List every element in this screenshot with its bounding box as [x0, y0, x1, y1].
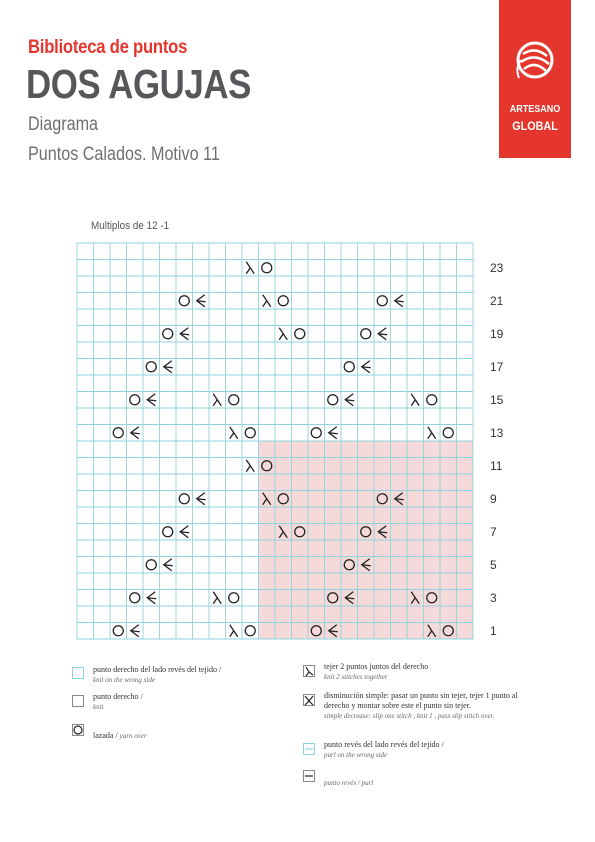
legend-purl: [324, 778, 524, 788]
page-subtitle: Diagrama: [28, 114, 99, 135]
yarn-over-symbol: [427, 395, 437, 405]
k2tog-symbol: [131, 625, 140, 637]
yarn-over-symbol: [163, 329, 173, 339]
yarn-over-symbol: [295, 329, 305, 339]
yarn-over-symbol: [146, 560, 156, 570]
skpo-symbol: [428, 427, 436, 439]
k2tog-symbol: [345, 394, 354, 406]
legend-yo-en: yarn over: [119, 732, 147, 740]
skpo-symbol: [230, 427, 238, 439]
legend-k2tog-es: tejer 2 puntos juntos del derecho: [324, 662, 429, 671]
yarn-over-symbol: [377, 296, 387, 306]
yarn-over-symbol: [130, 593, 140, 603]
legend-swatch-purl: [303, 770, 315, 782]
row-label: 17: [490, 359, 504, 374]
skpo-symbol: [230, 625, 238, 637]
legend-swatch-purl-ws: [303, 743, 315, 755]
legend-swatch-knit: [72, 695, 84, 707]
yarn-over-symbol: [229, 593, 239, 603]
row-label: 15: [490, 392, 504, 407]
library-kicker: Biblioteca de puntos: [28, 37, 188, 58]
skpo-symbol: [263, 295, 271, 307]
legend-knit: [93, 692, 283, 712]
multiples-label: Multiplos de 12 -1: [91, 220, 170, 232]
k2tog-symbol: [197, 493, 206, 505]
k2tog-symbol: [147, 592, 156, 604]
legend-purl-ws-es: punto revés del lado revés del tejido /: [324, 740, 444, 749]
legend-swatch-knit-ws: [72, 667, 84, 679]
yarn-over-symbol: [344, 362, 354, 372]
k2tog-symbol: [378, 328, 387, 340]
row-label: 23: [490, 260, 504, 275]
yarn-over-symbol: [179, 296, 189, 306]
row-label: 19: [490, 326, 504, 341]
yarn-over-symbol: [130, 395, 140, 405]
k2tog-symbol: [180, 526, 189, 538]
yarn-over-symbol: [443, 428, 453, 438]
k2tog-symbol: [395, 295, 404, 307]
legend-knit-ws-es: punto derecho del lado revés del tejido /: [93, 665, 222, 674]
row-label: 9: [490, 491, 497, 506]
yarn-over-symbol: [146, 362, 156, 372]
yarn-over-symbol: [179, 494, 189, 504]
legend-yo-es: lazada /: [93, 731, 118, 740]
brand-name-line1: ARTESANO: [509, 104, 561, 115]
legend-yo: [93, 731, 283, 741]
skpo-symbol: [213, 394, 221, 406]
row-label: 1: [490, 623, 497, 638]
legend-k2tog-en: knit 2 stitches together: [324, 673, 388, 681]
yarn-over-symbol: [163, 527, 173, 537]
legend-knit-ws: [93, 665, 283, 685]
legend-purl-ws-en: purl on the wrong side: [324, 751, 388, 759]
yarn-over-symbol: [245, 626, 255, 636]
k2tog-symbol: [164, 559, 173, 571]
k2tog-symbol: [164, 361, 173, 373]
k2tog-symbol: [362, 361, 371, 373]
row-label: 7: [490, 524, 497, 539]
k2tog-symbol: [147, 394, 156, 406]
legend-swatch-k2tog: [303, 665, 315, 677]
legend-k2tog: [324, 662, 524, 682]
skpo-symbol: [279, 328, 287, 340]
pattern-name: Puntos Calados. Motivo 11: [28, 144, 220, 165]
legend-purl-text: punto revés / purl: [324, 779, 374, 787]
row-label: 21: [490, 293, 504, 308]
skpo-symbol: [246, 460, 254, 472]
k2tog-symbol: [329, 427, 338, 439]
legend-skpo-es: disminución simple: pasar un punto sin tejer, tejer 1 punto al derecho y montar sobre este el punto sin tejer.: [324, 691, 518, 710]
legend-knit-es: punto derecho /: [93, 692, 143, 701]
skpo-symbol: [411, 394, 419, 406]
legend-swatch-yo: [72, 724, 84, 736]
yarn-over-symbol: [113, 626, 123, 636]
yarn-over-symbol: [278, 296, 288, 306]
legend-knit-ws-en: knit on the wrong side: [93, 676, 155, 684]
skpo-symbol: [213, 592, 221, 604]
yarn-over-symbol: [113, 428, 123, 438]
legend-skpo-en: simple decrease: slip one stitch , knit 1 , pass slip stitch over.: [324, 712, 495, 720]
legend-skpo: [324, 691, 534, 721]
row-label: 5: [490, 557, 497, 572]
page-title: DOS AGUJAS: [26, 61, 251, 107]
row-label: 3: [490, 590, 497, 605]
skpo-symbol: [246, 262, 254, 274]
yarn-over-symbol: [262, 263, 272, 273]
legend-purl-ws: [324, 740, 524, 760]
brand-name-line2: GLOBAL: [512, 119, 558, 133]
yarn-over-symbol: [328, 395, 338, 405]
legend-knit-en: knit: [93, 703, 104, 711]
k2tog-symbol: [180, 328, 189, 340]
row-label: 11: [490, 458, 503, 473]
yarn-over-symbol: [229, 395, 239, 405]
yarn-over-symbol: [311, 428, 321, 438]
yarn-over-symbol: [245, 428, 255, 438]
yarn-over-symbol: [361, 329, 371, 339]
row-label: 13: [490, 425, 504, 440]
legend-swatch-skpo: [303, 694, 315, 706]
k2tog-symbol: [197, 295, 206, 307]
k2tog-symbol: [131, 427, 140, 439]
